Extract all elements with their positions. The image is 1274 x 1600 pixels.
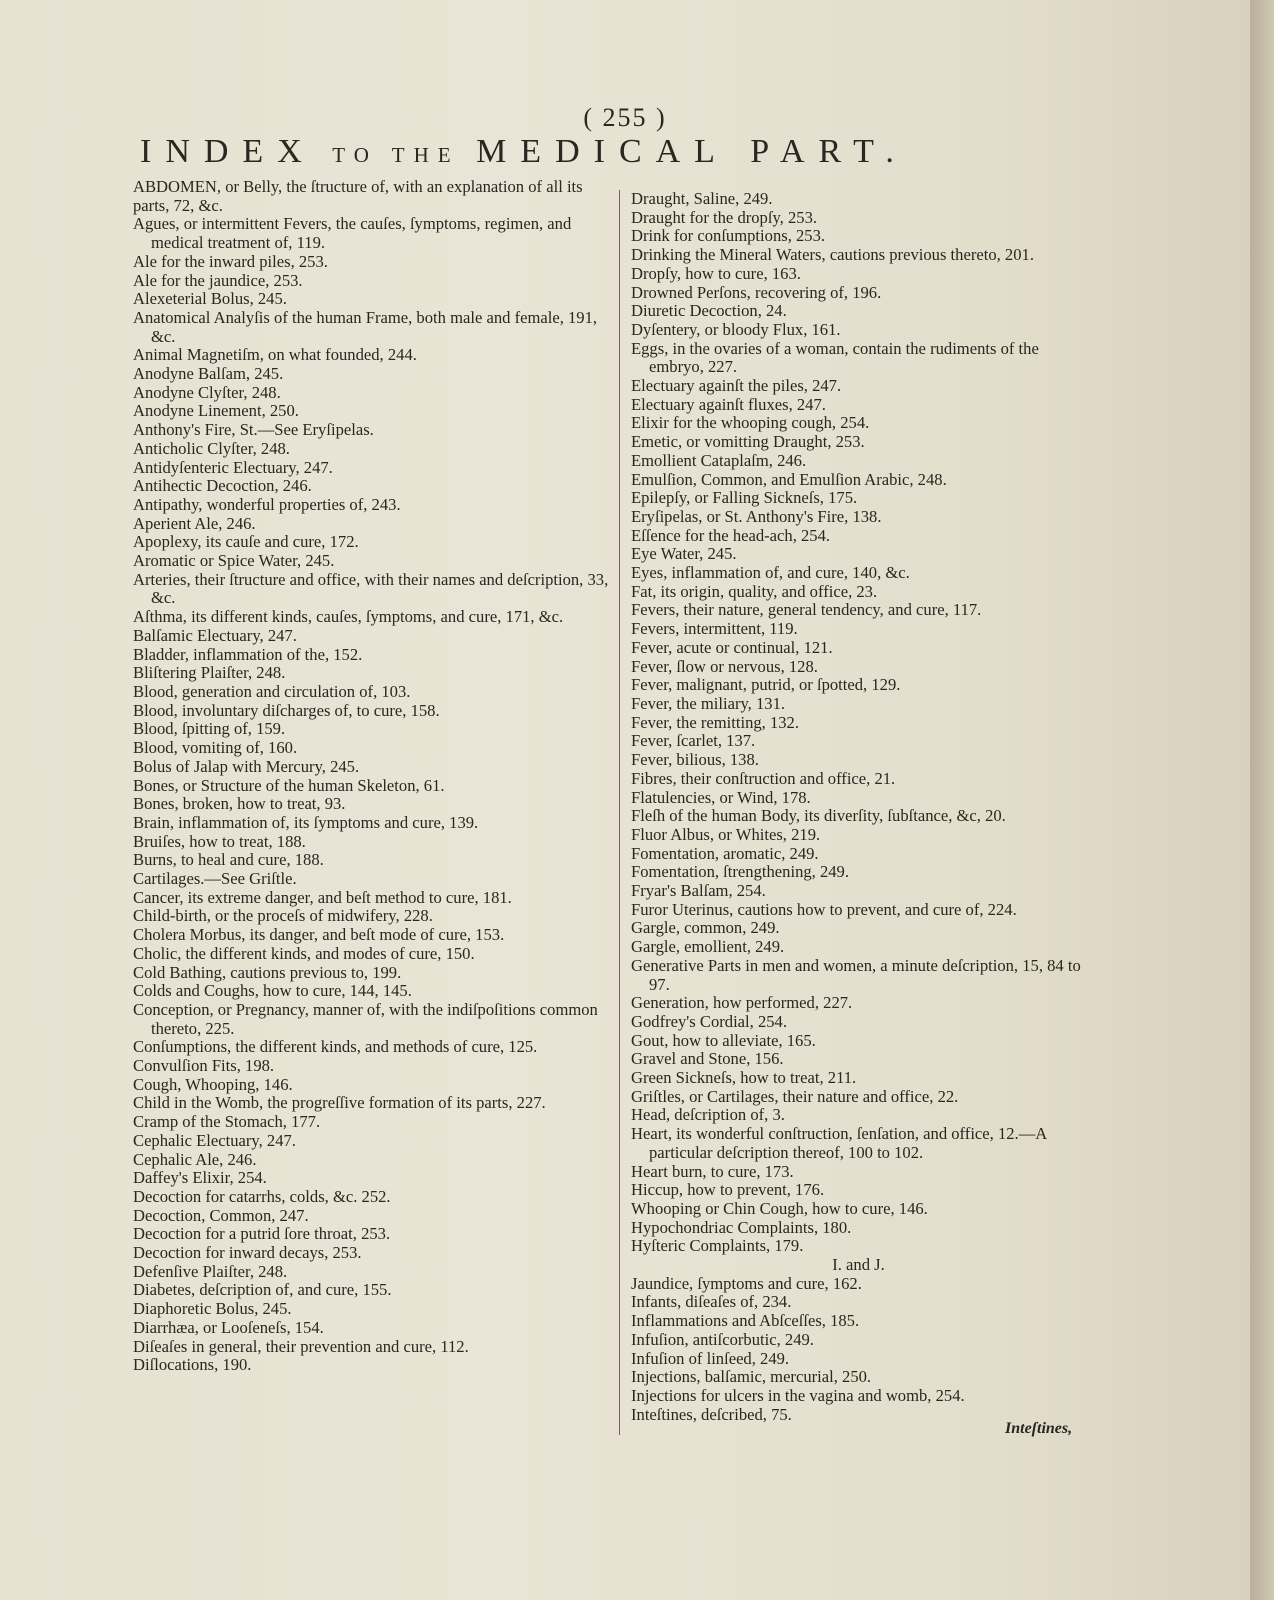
index-entry: Child-birth, or the proceſs of midwifery, 228. (133, 906, 433, 926)
index-entry: Injections for ulcers in the vagina and womb, 254. (631, 1386, 965, 1405)
index-entry: Drink for conſumptions, 253. (631, 226, 826, 246)
index-entry: Cholic, the different kinds, and modes of cure, 150. (133, 943, 475, 963)
index-entry: Bones, broken, how to treat, 93. (133, 794, 346, 814)
index-entry: Diſeaſes in general, their prevention and cure, 112. (133, 1336, 469, 1356)
index-entry: Ale for the inward piles, 253. (133, 251, 328, 271)
index-entry: Eryſipelas, or St. Anthony's Fire, 138. (631, 506, 882, 526)
index-entry: Fever, malignant, putrid, or ſpotted, 129. (631, 675, 901, 695)
index-entry: Aſthma, its different kinds, cauſes, ſymptoms, and cure, 171, &c. (133, 607, 564, 627)
index-entry: Dyſentery, or bloody Flux, 161. (631, 319, 841, 339)
index-entry: Fibres, their conſtruction and office, 21. (631, 768, 896, 788)
index-entry: Draught, Saline, 249. (631, 189, 773, 208)
index-entry: ABDOMEN, or Belly, the ſtructure of, with an explanation of all its parts, 72, &c. (133, 177, 583, 215)
index-entry: Head, deſcription of, 3. (631, 1105, 785, 1125)
index-entry: Gravel and Stone, 156. (631, 1049, 784, 1069)
index-entry: Inflammations and Abſceſſes, 185. (631, 1311, 860, 1331)
index-entry: Fevers, their nature, general tendency, and cure, 117. (631, 600, 982, 620)
index-entry: Aperient Ale, 246. (133, 513, 256, 533)
index-entry: Cephalic Ale, 246. (133, 1149, 257, 1169)
index-entry: Drinking the Mineral Waters, cautions previous thereto, 201. (631, 245, 1034, 265)
index-entry: Decoction for a putrid ſore throat, 253. (133, 1224, 391, 1244)
title-connector: TO THE (332, 143, 460, 167)
index-entry: Arteries, their ſtructure and office, with their names and deſcription, 33, &c. (133, 569, 609, 608)
catchword: Inteſtines, (1005, 1420, 1073, 1437)
index-entry: Whooping or Chin Cough, how to cure, 146. (631, 1198, 928, 1218)
index-entry: Fleſh of the human Body, its diverſity, ſubſtance, &c, 20. (631, 806, 1006, 826)
index-entry: Antihectic Decoction, 246. (133, 476, 312, 496)
index-entry: Furor Uterinus, cautions how to prevent, and cure of, 224. (631, 899, 1017, 919)
index-entry: Fever, acute or continual, 121. (631, 637, 833, 657)
index-entry: Electuary againſt the piles, 247. (631, 376, 842, 396)
section-heading-ij: I. and J. (832, 1255, 885, 1275)
column-divider (619, 190, 620, 1435)
index-entry: Anodyne Clyſter, 248. (133, 382, 281, 402)
index-entry: Anthony's Fire, St.—See Eryſipelas. (133, 420, 374, 440)
index-entry: Eye Water, 245. (631, 544, 737, 564)
index-entry: Diſlocations, 190. (133, 1355, 252, 1375)
index-entry: Burns, to heal and cure, 188. (133, 850, 324, 870)
index-entry: Brain, inflammation of, its ſymptoms and cure, 139. (133, 812, 479, 832)
index-entry: Eyes, inflammation of, and cure, 140, &c. (631, 563, 910, 583)
index-entry: Anticholic Clyſter, 248. (133, 438, 290, 458)
index-entry: Anodyne Linement, 250. (133, 401, 299, 421)
index-entry: Infuſion, antiſcorbutic, 249. (631, 1329, 814, 1349)
index-entry: Elixir for the whooping cough, 254. (631, 413, 870, 433)
index-entry: Electuary againſt fluxes, 247. (631, 394, 826, 414)
index-entry: Draught for the dropſy, 253. (631, 207, 818, 227)
index-entry: Fomentation, ſtrengthening, 249. (631, 862, 849, 882)
index-entry: Godfrey's Cordial, 254. (631, 1011, 787, 1031)
index-entry: Agues, or intermittent Fevers, the cauſes, ſymptoms, regimen, and medical treatment of, 119. (133, 214, 572, 253)
index-entry: Conception, or Pregnancy, manner of, with the indiſpoſitions common thereto, 225. (133, 999, 598, 1038)
index-entry: Aromatic or Spice Water, 245. (133, 551, 335, 571)
index-entry: Blood, involuntary diſcharges of, to cure, 158. (133, 700, 440, 720)
index-entry: Infants, diſeaſes of, 234. (631, 1292, 792, 1312)
index-entry: Fomentation, aromatic, 249. (631, 843, 819, 863)
index-entry: Diaphoretic Bolus, 245. (133, 1299, 292, 1319)
index-entry: Apoplexy, its cauſe and cure, 172. (133, 532, 359, 552)
index-entry: Bliſtering Plaiſter, 248. (133, 663, 286, 683)
index-entry: Cancer, its extreme danger, and beſt method to cure, 181. (133, 887, 512, 907)
index-entry: Gargle, common, 249. (631, 918, 780, 938)
index-entry: Fat, its origin, quality, and office, 23. (631, 581, 878, 601)
index-entry: Fryar's Balſam, 254. (631, 881, 766, 901)
index-entry: Gargle, emollient, 249. (631, 937, 785, 957)
index-entry: Blood, ſpitting of, 159. (133, 719, 286, 739)
index-column-left (133, 178, 611, 1375)
index-entry: Decoction for inward decays, 253. (133, 1243, 362, 1263)
index-entry: Heart, its wonderful conſtruction, ſenſation, and office, 12.—A particular deſcription thereof, 100 to 102. (631, 1124, 1047, 1162)
index-entry: Anatomical Analyſis of the human Frame, both male and female, 191, &c. (133, 307, 598, 346)
index-entry: Eſſence for the head-ach, 254. (631, 525, 831, 545)
index-entry: Child in the Womb, the progreſſive formation of its parts, 227. (133, 1093, 546, 1113)
index-entry: Eggs, in the ovaries of a woman, contain the rudiments of the embryo, 227. (631, 338, 1039, 377)
index-entry: Bones, or Structure of the human Skeleton, 61. (133, 775, 445, 795)
index-entry: Antipathy, wonderful properties of, 243. (133, 494, 401, 514)
index-entry: Griſtles, or Cartilages, their nature and office, 22. (631, 1086, 959, 1106)
index-entry: Cough, Whooping, 146. (133, 1074, 293, 1094)
index-entry: Epilepſy, or Falling Sickneſs, 175. (631, 488, 858, 508)
index-entry: Alexeterial Bolus, 245. (133, 289, 287, 309)
index-entry: Blood, vomiting of, 160. (133, 738, 298, 758)
index-entry: Diabetes, deſcription of, and cure, 155. (133, 1280, 392, 1300)
index-entry: Drowned Perſons, recovering of, 196. (631, 282, 882, 302)
index-group-d-to-h (631, 190, 1086, 1256)
index-group-ij (631, 1275, 1086, 1425)
index-entry: Fever, bilious, 138. (631, 750, 759, 770)
index-entry: Cramp of the Stomach, 177. (133, 1112, 321, 1132)
index-entry: Convulſion Fits, 198. (133, 1056, 275, 1076)
index-entry: Cholera Morbus, its danger, and beſt mode of cure, 153. (133, 925, 505, 945)
index-entry: Fever, ſcarlet, 137. (631, 731, 756, 751)
index-entry: Green Sickneſs, how to treat, 211. (631, 1068, 857, 1088)
index-entry: Daffey's Elixir, 254. (133, 1168, 267, 1188)
index-entry: Colds and Coughs, how to cure, 144, 145. (133, 981, 412, 1001)
index-entry: Dropſy, how to cure, 163. (631, 263, 801, 283)
index-entry: Bruiſes, how to treat, 188. (133, 831, 306, 851)
index-column-right (631, 190, 1086, 1424)
index-entry: Cold Bathing, cautions previous to, 199. (133, 962, 402, 982)
index-entry: Fever, ſlow or nervous, 128. (631, 656, 818, 676)
index-entry: Animal Magnetiſm, on what founded, 244. (133, 345, 417, 365)
index-entry: Hyſteric Complaints, 179. (631, 1236, 804, 1256)
title-medical-part: MEDICAL PART. (476, 133, 908, 170)
index-entry: Anodyne Balſam, 245. (133, 364, 284, 384)
index-entry: Fever, the remitting, 132. (631, 712, 800, 732)
index-entry: Diarrhæa, or Looſeneſs, 154. (133, 1317, 324, 1337)
page-title (140, 133, 1020, 171)
index-entry: Blood, generation and circulation of, 103. (133, 681, 411, 701)
index-entry: Hiccup, how to prevent, 176. (631, 1180, 825, 1200)
page-number: ( 255 ) (583, 103, 667, 132)
index-entry: Heart burn, to cure, 173. (631, 1161, 794, 1181)
title-index: INDEX (140, 133, 316, 170)
index-entry: Decoction, Common, 247. (133, 1205, 309, 1225)
index-entry: Emetic, or vomitting Draught, 253. (631, 432, 865, 452)
index-entry: Generative Parts in men and women, a minute deſcription, 15, 84 to 97. (631, 955, 1081, 994)
index-entry: Diuretic Decoction, 24. (631, 301, 787, 321)
index-entry: Bolus of Jalap with Mercury, 245. (133, 756, 360, 776)
index-entry: Emollient Cataplaſm, 246. (631, 450, 807, 470)
index-entry: Gout, how to alleviate, 165. (631, 1030, 816, 1050)
index-entry: Generation, how performed, 227. (631, 993, 853, 1013)
index-entry: Flatulencies, or Wind, 178. (631, 787, 811, 807)
index-entry: Conſumptions, the different kinds, and methods of cure, 125. (133, 1037, 538, 1057)
index-entry: Emulſion, Common, and Emulſion Arabic, 248. (631, 469, 947, 489)
index-entry: Antidyſenteric Electuary, 247. (133, 457, 333, 477)
index-entry: Balſamic Electuary, 247. (133, 625, 297, 645)
index-entry: Cartilages.—See Griſtle. (133, 869, 297, 889)
index-entry: Decoction for catarrhs, colds, &c. 252. (133, 1186, 391, 1206)
index-entry: Fever, the miliary, 131. (631, 693, 786, 713)
index-entry: Inteſtines, deſcribed, 75. (631, 1404, 792, 1424)
index-entry: Ale for the jaundice, 253. (133, 270, 303, 290)
index-entry: Jaundice, ſymptoms and cure, 162. (631, 1273, 862, 1293)
index-entry: Injections, balſamic, mercurial, 250. (631, 1367, 872, 1387)
index-entry: Fevers, intermittent, 119. (631, 619, 798, 639)
index-entry: Cephalic Electuary, 247. (133, 1130, 296, 1150)
index-entry: Defenſive Plaiſter, 248. (133, 1261, 288, 1281)
index-entry: Infuſion of linſeed, 249. (631, 1348, 790, 1368)
index-entry: Bladder, inflammation of the, 152. (133, 644, 363, 664)
index-entry: Fluor Albus, or Whites, 219. (631, 824, 821, 844)
page-edge (1250, 0, 1274, 1600)
index-entry: Hypochondriac Complaints, 180. (631, 1217, 852, 1237)
